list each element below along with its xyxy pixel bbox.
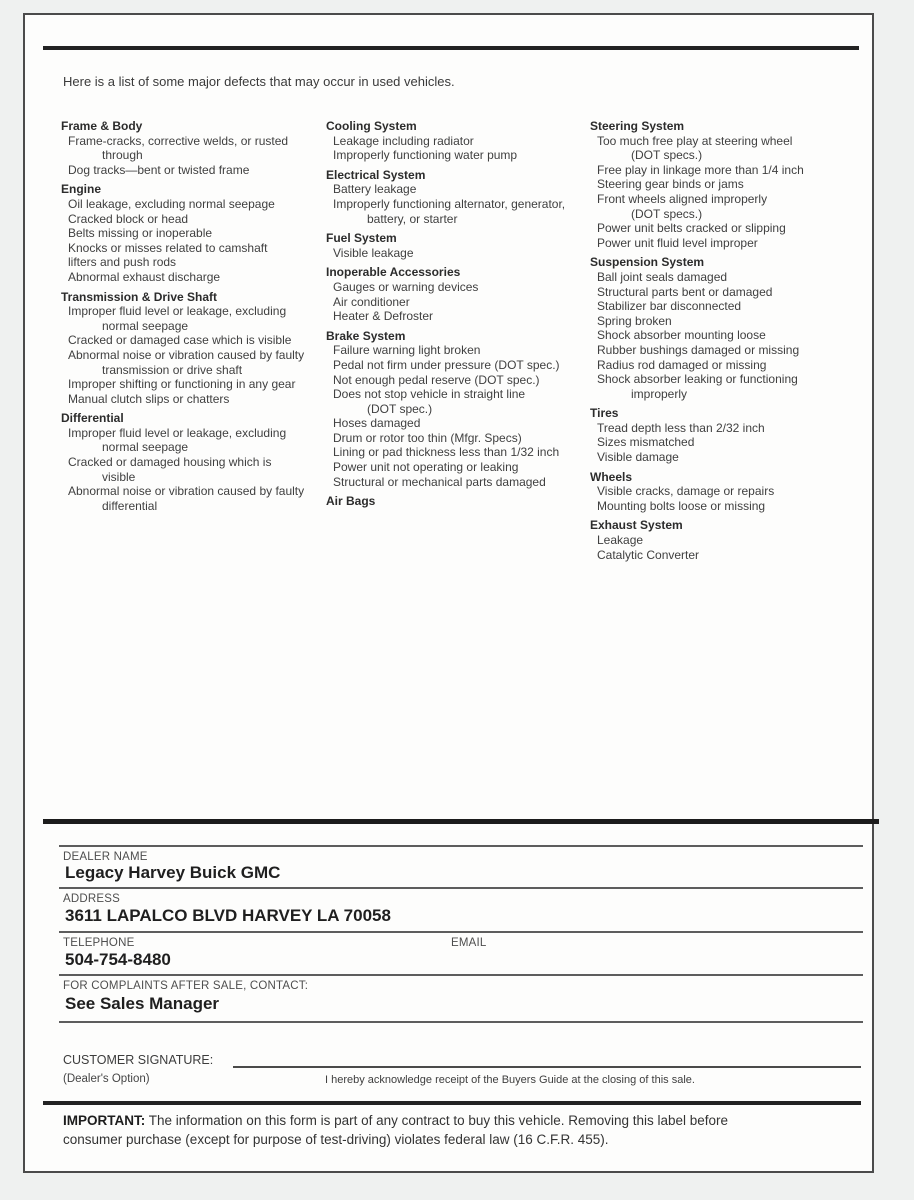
- top-divider-rule: [43, 46, 859, 50]
- acknowledgment-text: I hereby acknowledge receipt of the Buyers Guide at the closing of this sale.: [325, 1074, 695, 1086]
- important-text: The information on this form is part of any contract to buy this vehicle. Removing this label before consumer purchase (except for purpose of test-driving) violates federal law (16 C.F.R. 455).: [63, 1113, 729, 1147]
- defect-section-title: Suspension System: [590, 255, 705, 270]
- defect-item: (DOT spec.): [367, 401, 433, 416]
- defect-item: Pedal not firm under pressure (DOT spec.): [333, 357, 560, 372]
- defect-item: Knocks or misses related to camshaft: [68, 240, 268, 255]
- defect-section: [61, 119, 327, 177]
- defect-item: Steering gear binds or jams: [597, 177, 744, 192]
- defect-section-title: Steering System: [590, 119, 685, 133]
- defect-item: Free play in linkage more than 1/4 inch: [597, 162, 804, 177]
- defect-section-title: Fuel System: [326, 231, 397, 246]
- defect-section: [326, 329, 591, 490]
- dealers-option-label: (Dealer's Option): [63, 1073, 150, 1085]
- defect-item: Leakage including radiator: [333, 133, 474, 148]
- defect-item: Rubber bushings damaged or missing: [597, 342, 800, 357]
- defect-item: Structural or mechanical parts damaged: [333, 474, 546, 489]
- defect-item: Battery leakage: [333, 182, 417, 197]
- defect-item: Mounting bolts loose or missing: [597, 498, 766, 513]
- defect-item: Dog tracks—bent or twisted frame: [68, 162, 250, 177]
- defect-section-title: Engine: [61, 182, 102, 197]
- defect-section-title: Inoperable Accessories: [326, 265, 461, 280]
- email-label: EMAIL: [451, 937, 487, 949]
- defect-item: (DOT specs.): [631, 148, 703, 163]
- defect-item: Drum or rotor too thin (Mfgr. Specs): [333, 430, 522, 445]
- defect-item: Visible damage: [597, 450, 679, 465]
- defect-item: Visible leakage: [333, 245, 414, 260]
- defect-section-title: Transmission & Drive Shaft: [61, 289, 218, 304]
- defect-item: normal seepage: [102, 440, 189, 455]
- important-notice: [63, 1111, 789, 1149]
- defect-item: through: [102, 148, 143, 163]
- defect-item: Cracked or damaged case which is visible: [68, 333, 292, 348]
- defect-item: Tread depth less than 2/32 inch: [597, 420, 765, 435]
- defect-item: Failure warning light broken: [333, 343, 481, 358]
- defect-item: Power unit not operating or leaking: [333, 460, 519, 475]
- defect-section: [590, 518, 870, 562]
- defect-item: Structural parts bent or damaged: [597, 284, 773, 299]
- defect-item: Cracked block or head: [68, 211, 189, 226]
- defect-section-title: Frame & Body: [61, 119, 143, 133]
- defect-item: Shock absorber leaking or functioning: [597, 372, 798, 387]
- defect-item: Improper shifting or functioning in any gear: [68, 377, 296, 392]
- defect-section: [326, 494, 591, 509]
- defect-item: Cracked or damaged housing which is: [68, 455, 272, 470]
- telephone-label: TELEPHONE: [63, 937, 135, 949]
- defect-item: Too much free play at steering wheel: [597, 133, 793, 148]
- defect-section-title: Wheels: [590, 469, 633, 484]
- defect-item: Catalytic Converter: [597, 547, 700, 562]
- defect-item: Front wheels aligned improperly: [597, 191, 768, 206]
- important-divider-rule: [43, 1101, 861, 1105]
- defect-section: [590, 470, 870, 514]
- defect-section: [326, 231, 591, 260]
- defect-item: Leakage: [597, 533, 644, 548]
- defect-section: [326, 119, 591, 163]
- defect-item: Shock absorber mounting loose: [597, 328, 766, 343]
- defect-section-title: Exhaust System: [590, 518, 683, 533]
- address-value: 3611 LAPALCO BLVD HARVEY LA 70058: [65, 906, 391, 925]
- defects-column-1: [61, 119, 327, 518]
- defect-item: Oil leakage, excluding normal seepage: [68, 196, 275, 211]
- defect-item: Abnormal noise or vibration caused by faulty: [68, 347, 305, 362]
- defect-item: Not enough pedal reserve (DOT spec.): [333, 372, 540, 387]
- complaints-contact-value: See Sales Manager: [65, 994, 220, 1013]
- defect-section: [326, 168, 591, 226]
- telephone-value: 504-754-8480: [65, 950, 171, 969]
- defect-section: [61, 182, 327, 284]
- defect-section: [590, 255, 870, 401]
- defect-item: Power unit fluid level improper: [597, 235, 758, 250]
- defect-item: Abnormal noise or vibration caused by faulty: [68, 484, 305, 499]
- defect-item: transmission or drive shaft: [102, 362, 243, 377]
- dealer-name-label: DEALER NAME: [63, 851, 148, 863]
- dealer-section-divider-rule: [43, 819, 879, 824]
- defect-section-title: Cooling System: [326, 119, 417, 133]
- customer-signature-label: CUSTOMER SIGNATURE:: [63, 1053, 214, 1067]
- defect-item: Radius rod damaged or missing: [597, 357, 767, 372]
- defect-item: Sizes mismatched: [597, 435, 695, 450]
- defect-item: Frame-cracks, corrective welds, or rusted: [68, 133, 289, 148]
- defect-item: Improper fluid level or leakage, excluding: [68, 304, 287, 319]
- defect-item: Does not stop vehicle in straight line: [333, 387, 526, 402]
- customer-signature-line: [233, 1050, 861, 1068]
- defect-item: Visible cracks, damage or repairs: [597, 484, 775, 499]
- defect-section-title: Electrical System: [326, 167, 426, 182]
- defects-column-3: [590, 119, 870, 567]
- defect-item: Improperly functioning water pump: [333, 148, 518, 163]
- defect-item: lifters and push rods: [68, 255, 177, 270]
- defect-item: Lining or pad thickness less than 1/32 inch: [333, 445, 560, 460]
- defect-item: Heater & Defroster: [333, 309, 434, 324]
- defect-item: Stabilizer bar disconnected: [597, 299, 742, 314]
- buyers-guide-page: [23, 13, 874, 1173]
- defect-item: Ball joint seals damaged: [597, 269, 728, 284]
- address-label: ADDRESS: [63, 893, 120, 905]
- field-line: [59, 974, 863, 976]
- defect-item: Belts missing or inoperable: [68, 226, 213, 241]
- defect-item: Improper fluid level or leakage, excluding: [68, 425, 287, 440]
- defect-item: improperly: [631, 386, 688, 401]
- important-label: IMPORTANT:: [63, 1113, 146, 1128]
- defect-item: Improperly functioning alternator, generator,: [333, 196, 566, 211]
- complaints-contact-label: FOR COMPLAINTS AFTER SALE, CONTACT:: [63, 980, 309, 992]
- defect-item: Manual clutch slips or chatters: [68, 391, 230, 406]
- defect-item: battery, or starter: [367, 211, 458, 226]
- field-line: [59, 845, 863, 847]
- defect-item: differential: [102, 498, 158, 513]
- defect-item: visible: [102, 469, 136, 484]
- defect-section-title: Tires: [590, 406, 619, 421]
- defect-item: Power unit belts cracked or slipping: [597, 221, 786, 236]
- defects-intro-text: Here is a list of some major defects that may occur in used vehicles.: [63, 74, 455, 89]
- dealer-name-value: Legacy Harvey Buick GMC: [65, 863, 281, 882]
- field-line: [59, 887, 863, 889]
- defect-section-title: Differential: [61, 411, 124, 426]
- defect-item: Hoses damaged: [333, 416, 421, 431]
- defect-item: Abnormal exhaust discharge: [68, 269, 221, 284]
- defect-item: Gauges or warning devices: [333, 279, 479, 294]
- defect-item: Air conditioner: [333, 294, 410, 309]
- defect-section: [590, 119, 870, 250]
- defect-section: [61, 290, 327, 407]
- field-line: [59, 1021, 863, 1023]
- defect-item: normal seepage: [102, 318, 189, 333]
- defects-column-2: [326, 119, 591, 514]
- defect-item: Spring broken: [597, 313, 672, 328]
- defect-section: [590, 406, 870, 464]
- defect-section: [61, 411, 327, 513]
- defect-section-title: Air Bags: [326, 494, 376, 509]
- defect-section-title: Brake System: [326, 328, 406, 343]
- field-line: [59, 931, 863, 933]
- defect-item: (DOT specs.): [631, 206, 703, 221]
- defect-section: [326, 265, 591, 323]
